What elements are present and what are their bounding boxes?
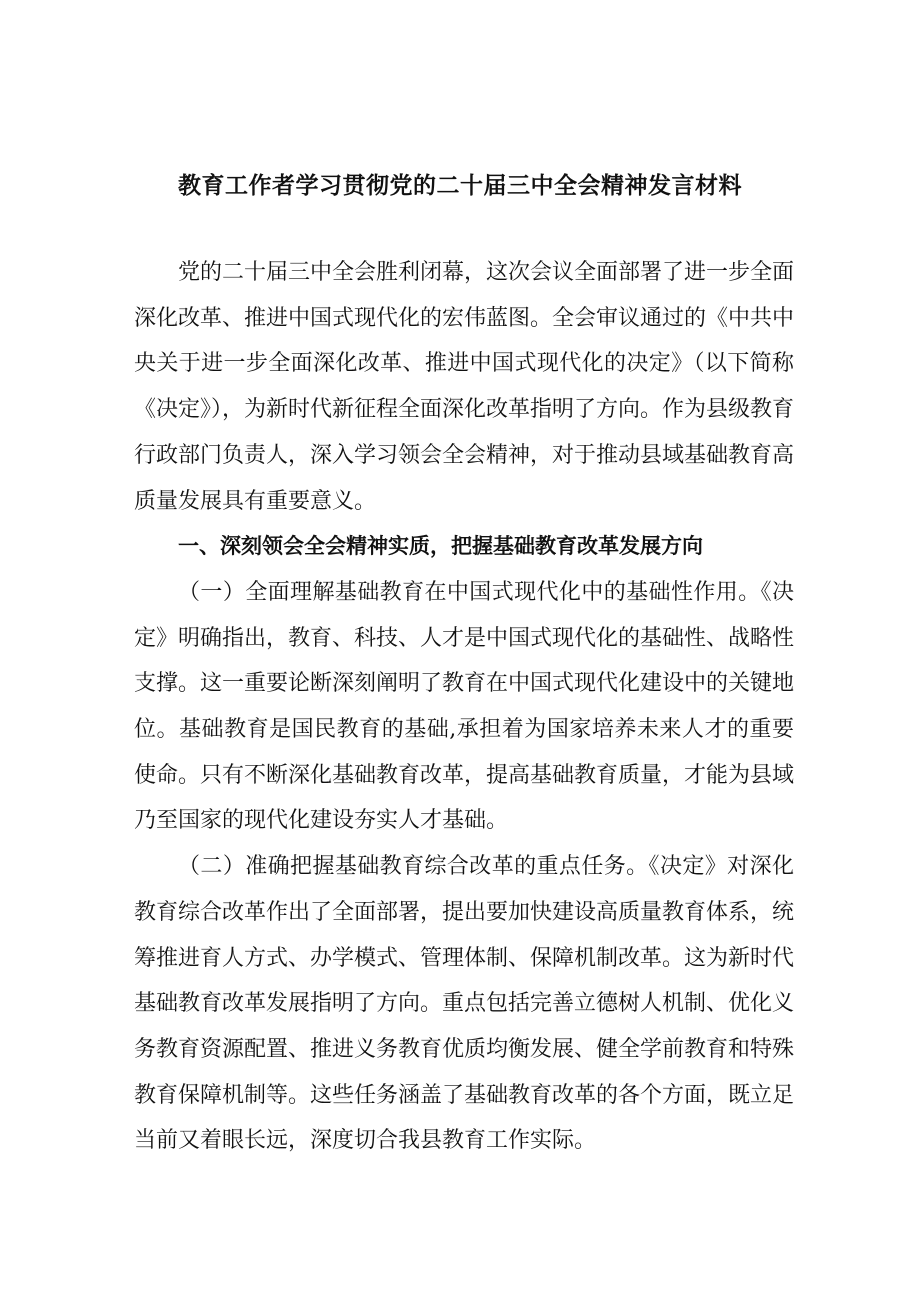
document-title: 教育工作者学习贯彻党的二十届三中全会精神发言材料 bbox=[178, 173, 742, 199]
section-1-paragraph-1: （一）全面理解基础教育在中国式现代化中的基础性作用。《决定》明确指出，教育、科技、人才是中国式现代化的基础性、战略性支撑。这一重要论断深刻阐明了教育在中国式现代化建设中的关键地位。基础教育是国民教育的基础,承担着为国家培养未来人才的重要使命。只有不断深化基础教育改革，提高基础教育质量，才能为县域乃至国家的现代化建设夯实人才基础。 bbox=[134, 579, 795, 834]
intro-paragraph: 党的二十届三中全会胜利闭幕，这次会议全面部署了进一步全面深化改革、推进中国式现代化的宏伟蓝图。全会审议通过的《中共中央关于进一步全面深化改革、推进中国式现代化的决定》（以下简称《决定》），为新时代新征程全面深化改革指明了方向。作为县级教育行政部门负责人，深入学习领会全会精神，对于推动县域基础教育高质量发展具有重要意义。 bbox=[134, 260, 795, 514]
section-1-heading: 一、深刻领会全会精神实质，把握基础教育改革发展方向 bbox=[178, 534, 703, 559]
section-1-paragraph-2: （二）准确把握基础教育综合改革的重点任务。《决定》对深化教育综合改革作出了全面部署，提出要加快建设高质量教育体系，统筹推进育人方式、办学模式、管理体制、保障机制改革。这为新时代基础教育改革发展指明了方向。重点包括完善立德树人机制、优化义务教育资源配置、推进义务教育优质均衡发展、健全学前教育和特殊教育保障机制等。这些任务涵盖了基础教育改革的各个方面，既立足当前又着眼长远，深度切合我县教育工作实际。 bbox=[134, 854, 795, 1154]
document-body bbox=[134, 250, 794, 1164]
